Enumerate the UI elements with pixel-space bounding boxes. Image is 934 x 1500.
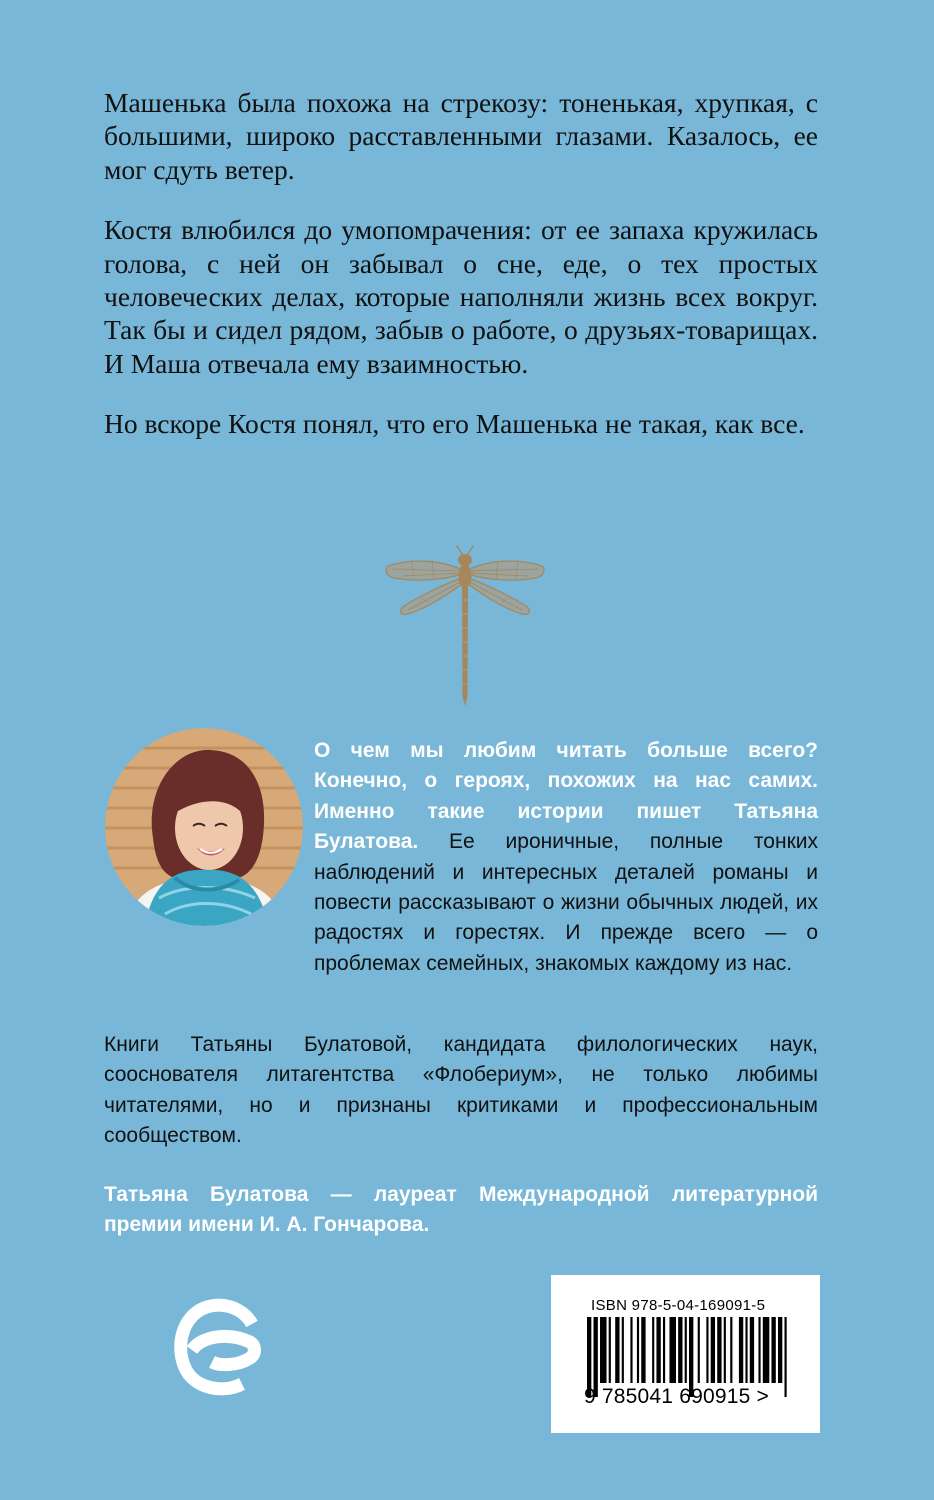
isbn-label: ISBN 978-5-04-169091-5 — [591, 1297, 766, 1314]
barcode-bar — [745, 1317, 747, 1383]
barcode-bar — [763, 1317, 770, 1383]
author-portrait — [105, 728, 303, 926]
barcode-bar — [622, 1317, 624, 1383]
barcode-bar — [711, 1317, 715, 1383]
barcode-bar — [717, 1317, 721, 1383]
barcode-box — [551, 1275, 820, 1433]
eksmo-logo — [172, 1296, 264, 1396]
bio-highlight: О чем мы любим читать больше всего? Конечно, о героях, похожих на нас самих. Именно такие истории пишет Татьяна Булатова. — [314, 739, 818, 854]
synopsis-paragraph-2: Костя влюбился до умопомрачения: от ее запаха кружилась голова, с ней он забывал о сне, еде, о тех простых человеческих делах, которые наполняли жизнь всех вокруг. Так бы и сидел рядом, забыв о работе, о друзьях-товарищах. И Маша отвечала ему взаимностью. — [104, 214, 818, 379]
barcode-bar — [750, 1317, 754, 1383]
synopsis-paragraph-1: Машенька была похожа на стрекозу: тоненькая, хрупкая, с большими, широко расставленными глазами. Казалось, ее мог сдуть ветер. — [104, 87, 818, 185]
barcode-bar — [600, 1317, 607, 1383]
barcode-bar — [778, 1317, 782, 1383]
author-award: Татьяна Булатова — лауреат Международной литературной премии имени И. А. Гончарова. — [104, 1183, 818, 1237]
barcode-bar — [669, 1317, 676, 1383]
barcode-bar — [637, 1317, 639, 1383]
ean-digits: 9 785041 690915 > — [584, 1385, 769, 1408]
synopsis — [104, 86, 818, 441]
barcode-bar — [706, 1317, 708, 1383]
barcode-bar — [698, 1317, 700, 1383]
barcode-bar — [678, 1317, 682, 1383]
bio-lead-text: Ее ироничные, полные тонких наблюдений и интересных деталей романы и повести рассказывают о жизни обычных людей, их радостях и горестях. И прежде всего — о проблемах семейных, знакомых каждому из нас. — [314, 830, 818, 975]
barcode-bar — [630, 1317, 632, 1383]
barcode-bar — [739, 1317, 743, 1383]
author-bio-lead — [314, 736, 818, 979]
barcode-bar — [724, 1317, 726, 1383]
barcode-bar — [663, 1317, 665, 1383]
barcode-bar — [730, 1317, 732, 1383]
barcode-bar — [758, 1317, 760, 1383]
barcode-bar — [771, 1317, 775, 1383]
barcode-bar — [641, 1317, 645, 1383]
author-bio-more: Книги Татьяны Булатовой, кандидата филологических наук, сооснователя литагентства «Флобериум», не только любимы читателями, но и признаны критиками и профессиональным сообществом. — [104, 1033, 818, 1148]
barcode-bar — [609, 1317, 611, 1383]
barcode-bar — [784, 1317, 786, 1397]
barcode-bar — [652, 1317, 654, 1383]
barcode-bar — [656, 1317, 660, 1383]
dragonfly-icon — [382, 540, 548, 710]
barcode-bar — [615, 1317, 619, 1383]
synopsis-paragraph-3: Но вскоре Костя понял, что его Машенька не такая, как все. — [104, 408, 805, 440]
barcode-bar — [685, 1317, 687, 1383]
